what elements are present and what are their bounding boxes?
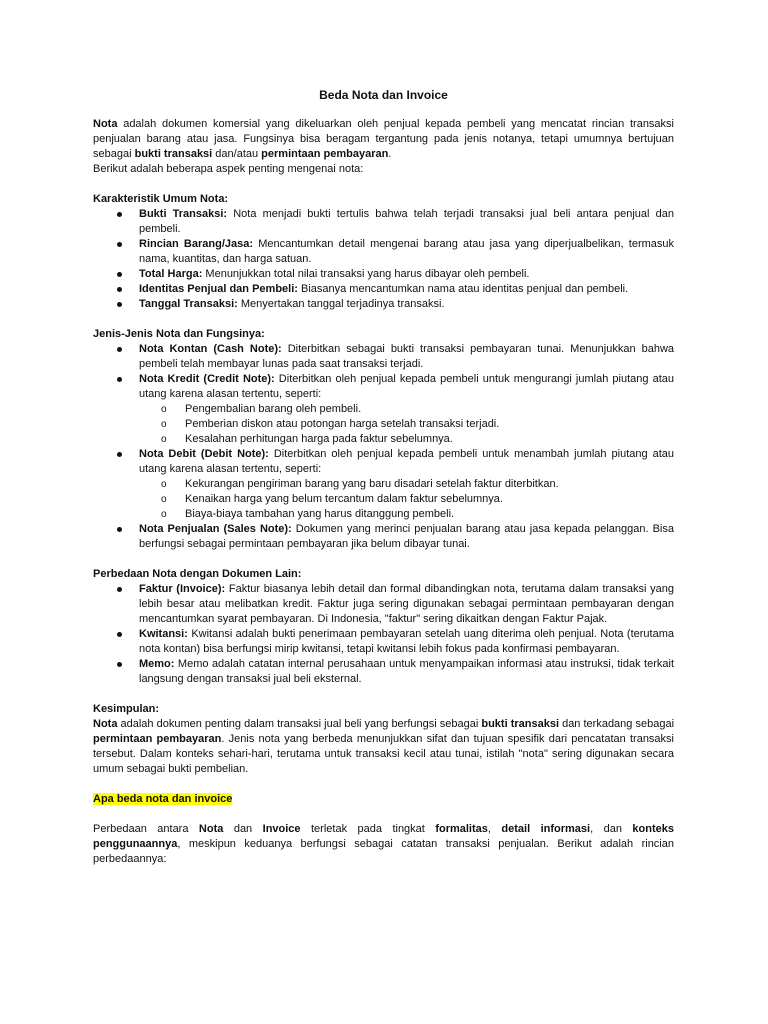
list-item: Rincian Barang/Jasa: Mencantumkan detail mengenai barang atau jasa yang diperjualbelikan, termasuk nama, kuantitas, dan harga satuan. [93, 237, 674, 267]
list-item: Kwitansi: Kwitansi adalah bukti penerimaan pembayaran setelah uang diterima oleh penjual. Nota (terutama nota kontan) bisa berfungsi mirip kwitansi, tetapi kwitansi lebih fokus pada konfirmasi pembayaran. [93, 627, 674, 657]
closing-paragraph: Perbedaan antara Nota dan Invoice terletak pada tingkat formalitas, detail informasi, dan konteks penggunaannya, meskipun keduanya berfungsi sebagai catatan transaksi penjualan. Berikut adalah rincian perbedaannya: [93, 823, 674, 865]
highlighted-heading: Apa beda nota dan invoice [93, 793, 233, 805]
list-item: Nota Debit (Debit Note): Diterbitkan oleh penjual kepada pembeli untuk menambah jumlah piutang atau utang karena alasan tertentu, seperti: o Kekurangan pengiriman barang yang baru disadari setelah faktur diterbitkan. o Kenaikan harga yang belum tercantum dalam faktur sebelumnya. o Biaya-biaya tambahan yang harus ditanggung pembeli. [93, 447, 674, 522]
perbedaan-list [93, 582, 674, 687]
term-nota: Nota [93, 118, 118, 130]
sub-list-item: o Kesalahan perhitungan harga pada faktur sebelumnya. [139, 432, 674, 447]
kesimpulan-paragraph: Nota adalah dokumen penting dalam transaksi jual beli yang berfungsi sebagai bukti transaksi dan terkadang sebagai permintaan pembayaran. Jenis nota yang berbeda menunjukkan sifat dan tujuan spesifik dari pencatatan transaksi tersebut. Dalam konteks sehari-hari, terutama untuk transaksi kecil atau tunai, istilah "nota" sering digunakan secara umum sebagai bukti pembelian. [93, 718, 675, 775]
list-item: Faktur (Invoice): Faktur biasanya lebih detail dan formal dibandingkan nota, terutama dalam transaksi yang lebih besar atau melibatkan kredit. Faktur juga sering digunakan sebagai permintaan pembayaran dengan mencantumkan syarat pembayaran. Di Indonesia, "faktur" sering dikaitkan dengan Faktur Pajak. [93, 582, 674, 627]
intro-line-2: Berikut adalah beberapa aspek penting mengenai nota: [93, 163, 364, 175]
sub-list-item: o Biaya-biaya tambahan yang harus ditanggung pembeli. [139, 507, 674, 522]
sub-list-item: o Kenaikan harga yang belum tercantum dalam faktur sebelumnya. [139, 492, 674, 507]
sub-list-item: o Kekurangan pengiriman barang yang baru disadari setelah faktur diterbitkan. [139, 477, 674, 492]
perbedaan-heading: Perbedaan Nota dengan Dokumen Lain: [93, 568, 302, 580]
list-item: Nota Kredit (Credit Note): Diterbitkan oleh penjual kepada pembeli untuk mengurangi jumlah piutang atau utang karena alasan tertentu, seperti: o Pengembalian barang oleh pembeli. o Pemberian diskon atau potongan harga setelah transaksi terjadi. o Kesalahan perhitungan harga pada faktur sebelumnya. [93, 372, 674, 447]
debit-sublist [139, 477, 674, 522]
intro-paragraph: Nota adalah dokumen komersial yang dikeluarkan oleh penjual kepada pembeli yang mencatat rincian transaksi penjualan barang atau jasa. Fungsinya bisa beragam tergantung pada jenis notanya, tetapi umumnya bertujuan sebagai bukti transaksi dan/atau permintaan pembayaran. [93, 118, 674, 160]
list-item: Tanggal Transaksi: Menyertakan tanggal terjadinya transaksi. [93, 297, 674, 312]
jenis-list [93, 342, 674, 552]
document-title: Beda Nota dan Invoice [319, 88, 448, 102]
list-item: Memo: Memo adalah catatan internal perusahaan untuk menyampaikan informasi atau instruksi, tidak terkait langsung dengan transaksi jual beli eksternal. [93, 657, 674, 687]
karakteristik-heading: Karakteristik Umum Nota: [93, 193, 229, 205]
list-item: Nota Penjualan (Sales Note): Dokumen yang merinci penjualan barang atau jasa kepada pelanggan. Bisa berfungsi sebagai permintaan pembayaran jika belum dibayar tunai. [93, 522, 674, 552]
karakteristik-list [93, 207, 674, 312]
sub-list-item: o Pemberian diskon atau potongan harga setelah transaksi terjadi. [139, 417, 674, 432]
list-item: Bukti Transaksi: Nota menjadi bukti tertulis bahwa telah terjadi transaksi jual beli antara penjual dan pembeli. [93, 207, 674, 237]
list-item: Total Harga: Menunjukkan total nilai transaksi yang harus dibayar oleh pembeli. [93, 267, 674, 282]
list-item: Identitas Penjual dan Pembeli: Biasanya mencantumkan nama atau identitas penjual dan pembeli. [93, 282, 674, 297]
highlight-heading-line [93, 792, 674, 807]
kredit-sublist [139, 402, 674, 447]
kesimpulan-heading: Kesimpulan: [93, 703, 160, 715]
list-item: Nota Kontan (Cash Note): Diterbitkan sebagai bukti transaksi pembayaran tunai. Menunjukkan bahwa pembeli telah membayar lunas pada saat transaksi terjadi. [93, 342, 674, 372]
sub-list-item: o Pengembalian barang oleh pembeli. [139, 402, 674, 417]
jenis-heading: Jenis-Jenis Nota dan Fungsinya: [93, 328, 265, 340]
